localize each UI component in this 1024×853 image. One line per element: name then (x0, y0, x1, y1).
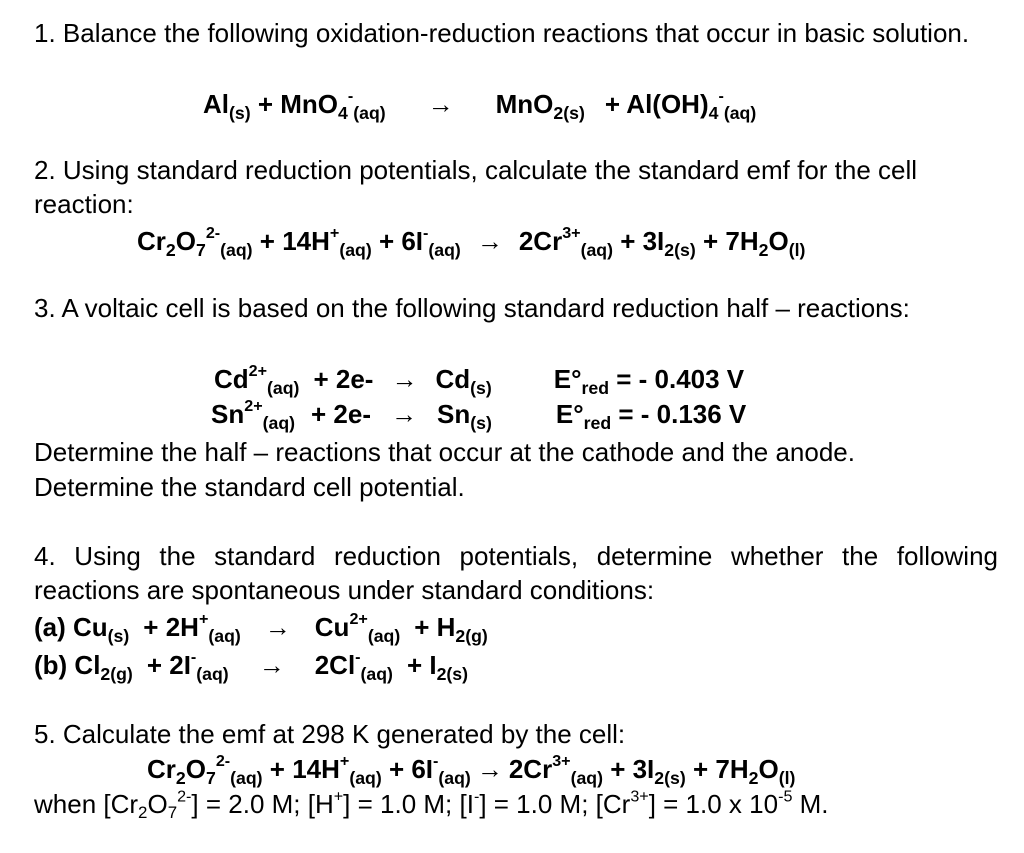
question-5-equation: $Cr_2O_7^{2-}_{(aq)} + 14H^+_{(aq)} + 6I^-_{(aq)} \to 2Cr^{3+}_{(aq)} + 3I_{2(s)} + 7H_2O_{(l)}$ (147, 751, 796, 789)
question-4-reaction-b: (b) $Cl_{2(g)} + 2I^-_{(aq)} \to 2Cl^-_{(aq)} + I_{2(s)}$ (34, 647, 469, 685)
question-3-half-reaction-2: $Sn^{2+}_{(aq)} + 2e- \to Sn_{(s)}$ $E^\circ_{red}$ = - 0.136 V (211, 396, 747, 434)
question-3-task-2: Determine the standard cell potential. (34, 472, 465, 502)
question-1-equation: $Al_{(s)} + MnO_4^-_{(aq)} \to MnO_{2(s)} + Al(OH)_4^-_{(aq)}$ (203, 86, 757, 124)
question-5-text: 5. Calculate the emf at 298 K generated by the cell: (34, 719, 626, 749)
question-4-reaction-a: (a) $Cu_{(s)} + 2H^+_{(aq)} \to Cu^{2+}_{(aq)} + H_{2(g)}$ (34, 609, 488, 647)
reaction-arrow-icon: → (476, 754, 503, 784)
question-2-text: 2. Using standard reduction potentials, calculate the standard emf for the cell reaction: (34, 155, 918, 219)
question-2-equation: $Cr_2O_7^{2-}_{(aq)} + 14H^+_{(aq)} + 6I^-_{(aq)} \to 2Cr^{3+}_{(aq)} + 3I_{2(s)} + 7H_2O_{(l)}$ (137, 223, 806, 261)
reaction-arrow-icon: → (476, 226, 503, 256)
question-3-half-reaction-1: $Cd^{2+}_{(aq)} + 2e- \to Cd_{(s)}$ $E^\circ_{red}$ = - 0.403 V (214, 361, 745, 399)
reaction-arrow-icon: → (427, 89, 454, 119)
question-1-text: 1. Balance the following oxidation-reduction reactions that occur in basic solution. (34, 18, 970, 48)
question-5-concentrations: when $[Cr_2O_7^{2-}] = 2.0$ M; [H+] = 1.0 M; [I-] = 1.0 M; $[Cr^{3+}] = 1.0$ x $10^{-5}$ M. (34, 787, 829, 823)
question-3-task-1: Determine the half – reactions that occur at the cathode and the anode. (34, 437, 855, 467)
reaction-arrow-icon: → (258, 650, 285, 680)
reaction-arrow-icon: → (264, 612, 291, 642)
question-4-text: 4. Using the standard reduction potentials, determine whether the following reactions are spontaneous under standard conditions: (34, 541, 998, 605)
reaction-arrow-icon: → (391, 364, 418, 394)
question-3-text: 3. A voltaic cell is based on the following standard reduction half – reactions: (34, 293, 910, 323)
reaction-arrow-icon: → (391, 399, 418, 429)
